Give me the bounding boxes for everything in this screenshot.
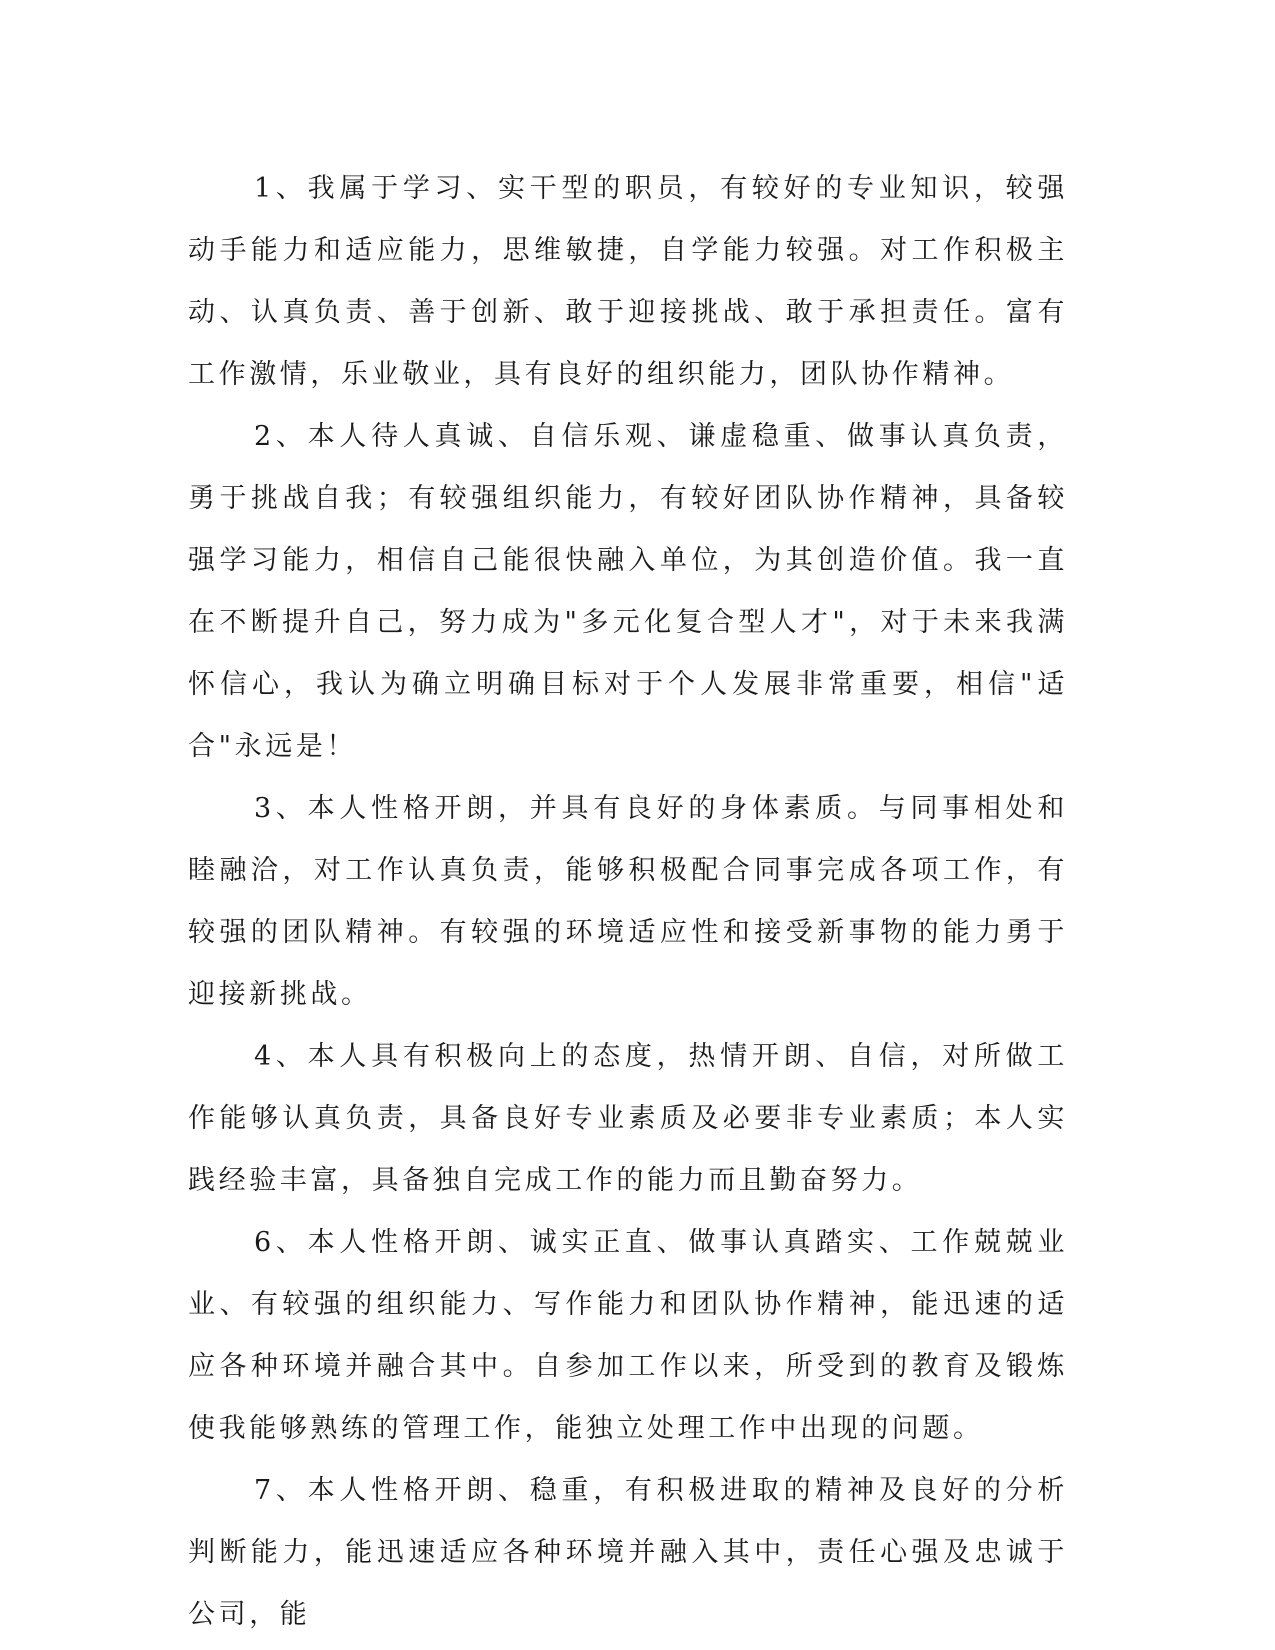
paragraph-6: 6、本人性格开朗、诚实正直、做事认真踏实、工作兢兢业业、有较强的组织能力、写作能力和团队协作精神，能迅速的适应各种环境并融合其中。自参加工作以来，所受到的教育及锻炼使我能够熟练的管理工作，能独立处理工作中出现的问题。	[188, 1227, 1068, 1444]
paragraph-2: 2、本人待人真诚、自信乐观、谦虚稳重、做事认真负责，勇于挑战自我；有较强组织能力，有较好团队协作精神，具备较强学习能力，相信自己能很快融入单位，为其创造价值。我一直在不断提升自己，努力成为"多元化复合型人才"，对于未来我满怀信心，我认为确立明确目标对于个人发展非常重要，相信"适合"永远是！	[188, 421, 1068, 762]
paragraph-7: 7、本人性格开朗、稳重，有积极进取的精神及良好的分析判断能力，能迅速适应各种环境并融入其中，责任心强及忠诚于公司，能	[188, 1475, 1068, 1630]
paragraph-4: 4、本人具有积极向上的态度，热情开朗、自信，对所做工作能够认真负责，具备良好专业素质及必要非专业素质；本人实践经验丰富，具备独自完成工作的能力而且勤奋努力。	[188, 1041, 1068, 1196]
document-body	[188, 158, 1068, 1646]
paragraph-3: 3、本人性格开朗，并具有良好的身体素质。与同事相处和睦融洽，对工作认真负责，能够积极配合同事完成各项工作，有较强的团队精神。有较强的环境适应性和接受新事物的能力勇于迎接新挑战。	[188, 793, 1068, 1010]
paragraph-1: 1、我属于学习、实干型的职员，有较好的专业知识，较强动手能力和适应能力，思维敏捷，自学能力较强。对工作积极主动、认真负责、善于创新、敢于迎接挑战、敢于承担责任。富有工作激情，乐业敬业，具有良好的组织能力，团队协作精神。	[188, 173, 1068, 390]
